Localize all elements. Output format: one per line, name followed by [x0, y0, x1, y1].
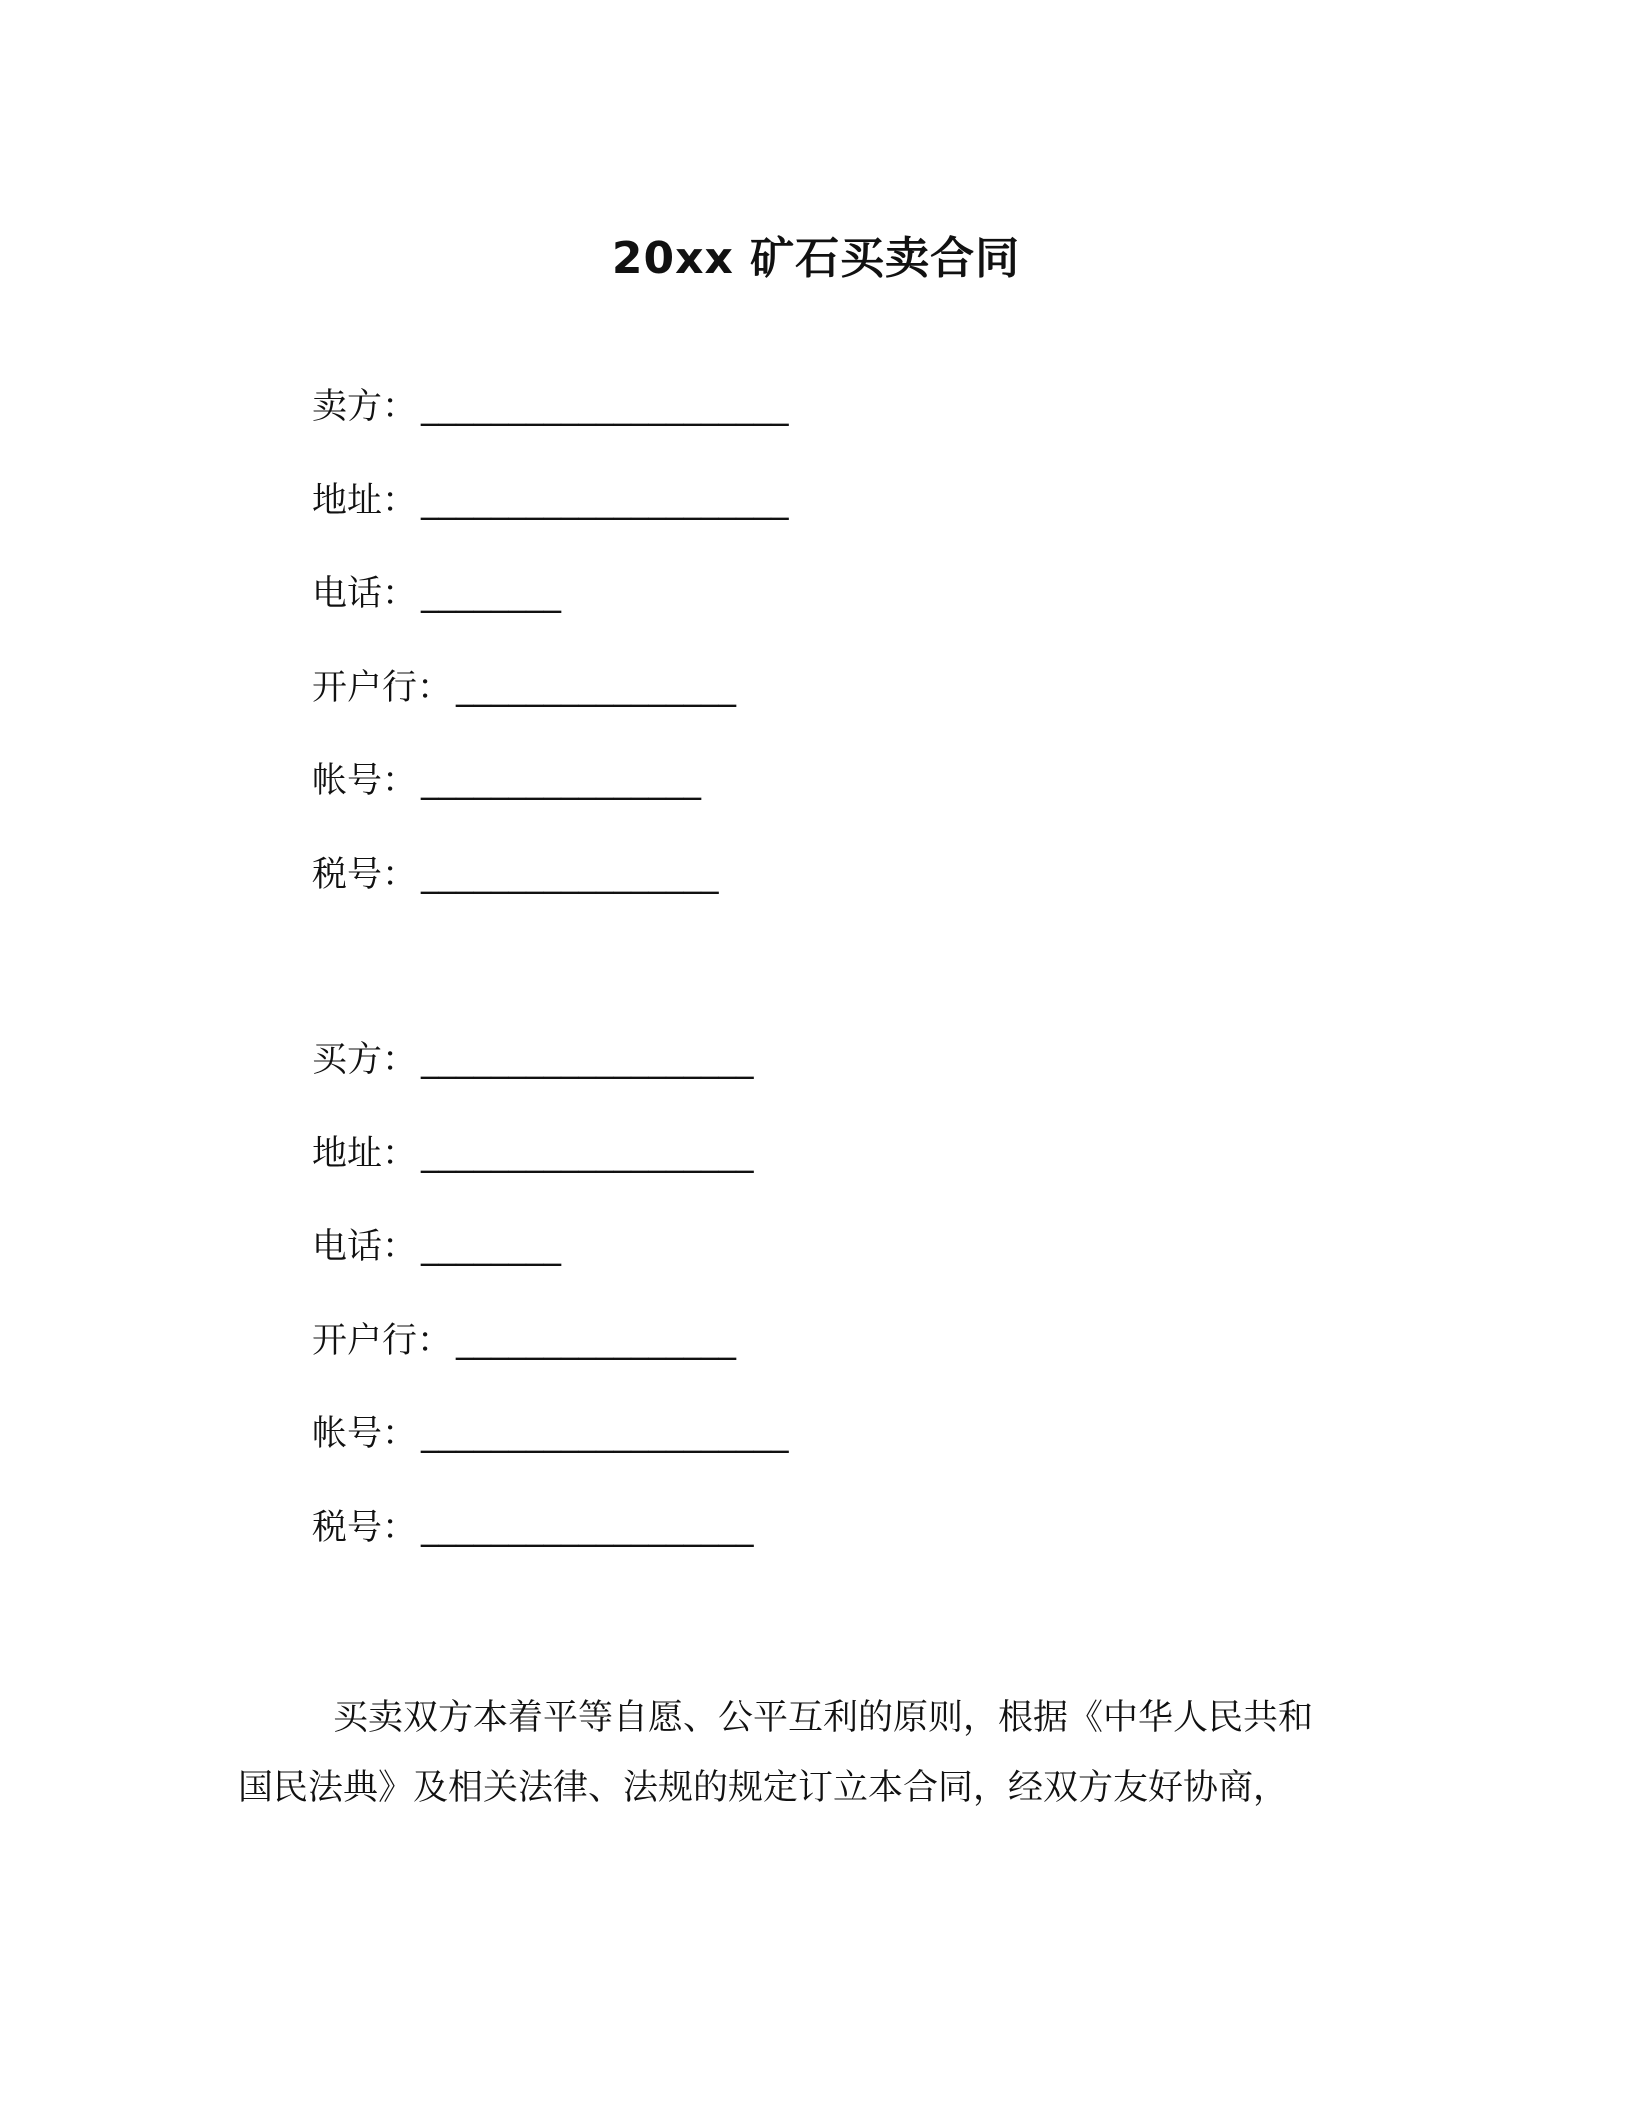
fill-in-blank: ___________________	[421, 1040, 754, 1080]
fill-in-blank: ________	[421, 574, 562, 615]
field-label: 开户行：	[312, 1320, 453, 1361]
fill-in-blank: _____________________	[421, 1414, 789, 1455]
buyer-account-field	[312, 1411, 1412, 1505]
field-label: 税号：	[312, 854, 418, 895]
seller-bank-field	[312, 665, 1412, 759]
preamble-line: 国民法典》及相关法律、法规的规定订立本合同，经双方友好协商，	[238, 1768, 1289, 1808]
seller-name-field	[312, 384, 1412, 478]
fill-in-blank: ________________	[421, 761, 702, 802]
buyer-tax-id-field	[312, 1505, 1412, 1599]
contract-preamble	[238, 1683, 1398, 1823]
fill-in-blank: _____________________	[421, 387, 789, 427]
seller-phone-field	[312, 571, 1412, 665]
preamble-line: 买卖双方本着平等自愿、公平互利的原则，根据《中华人民共和	[333, 1698, 1314, 1738]
seller-section	[312, 384, 1412, 946]
buyer-address-field	[312, 1131, 1412, 1225]
buyer-bank-field	[312, 1318, 1412, 1412]
fill-in-blank: ________	[421, 1227, 562, 1268]
field-label: 税号：	[312, 1507, 418, 1548]
field-label: 买方：	[312, 1040, 418, 1080]
buyer-name-field	[312, 1037, 1412, 1131]
buyer-section	[312, 1037, 1412, 1599]
buyer-phone-field	[312, 1224, 1412, 1318]
seller-address-field	[312, 478, 1412, 572]
fill-in-blank: ___________________	[421, 1507, 754, 1548]
fill-in-blank: ___________________	[421, 1133, 754, 1174]
field-label: 开户行：	[312, 667, 453, 708]
document-title: 20xx 矿石买卖合同	[611, 233, 1021, 284]
fill-in-blank: _________________	[421, 854, 719, 895]
field-label: 地址：	[312, 1133, 418, 1174]
field-label: 电话：	[312, 1227, 418, 1268]
field-label: 卖方：	[312, 387, 418, 427]
seller-account-field	[312, 758, 1412, 852]
fill-in-blank: ________________	[456, 667, 737, 708]
field-label: 地址：	[312, 480, 418, 521]
field-label: 帐号：	[312, 1414, 418, 1455]
field-label: 电话：	[312, 574, 418, 615]
seller-tax-id-field	[312, 852, 1412, 946]
field-label: 帐号：	[312, 761, 418, 802]
fill-in-blank: _____________________	[421, 480, 789, 521]
fill-in-blank: ________________	[456, 1320, 737, 1361]
